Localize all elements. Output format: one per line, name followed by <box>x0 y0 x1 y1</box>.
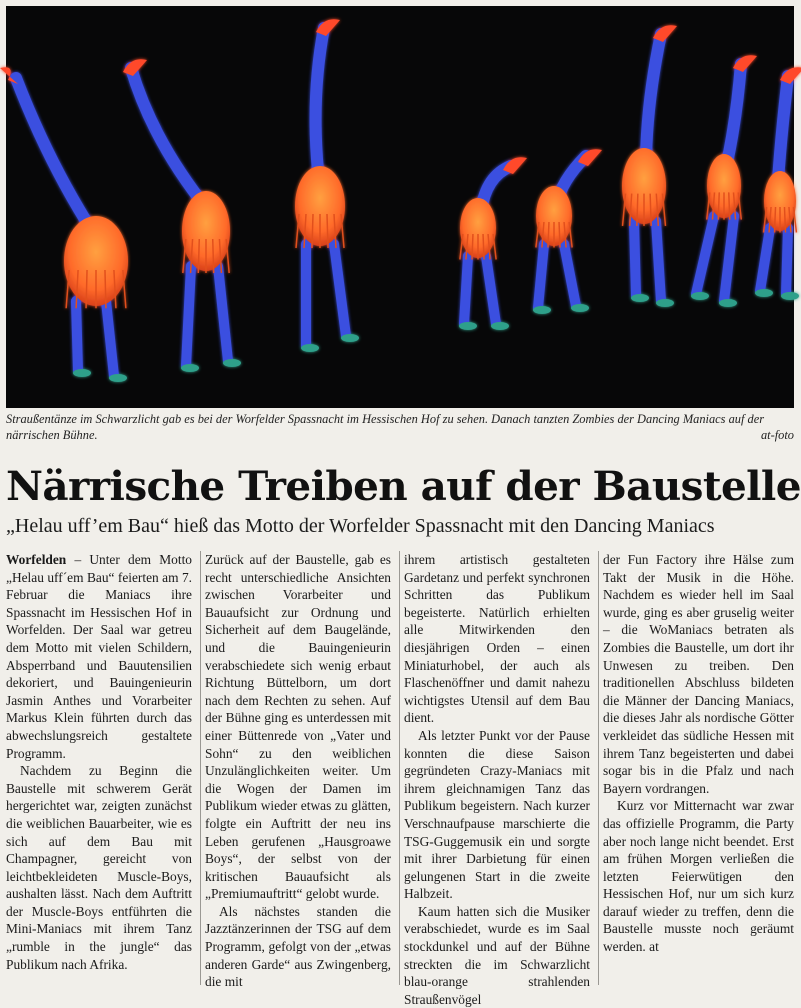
skirt-fringe <box>650 194 651 226</box>
skirt-fringe <box>198 239 199 273</box>
ostrich-foot <box>223 359 241 367</box>
paragraph-text: – Unter dem Motto „Helau uff´em Bau“ feierten am 7. Februar die Maniacs ihre Spassnacht im Hessischen Hof in Worfelden. Der Saal war getreu dem Motto mit vielen Schildern, Absperrband und Bauutensilien dekoriert, und Bauingenieurin Jasmin Anthes und Vorarbeiter Markus Klein führten durch das abwechslungsreich gestaltete Programm. <box>6 552 192 761</box>
photo-caption <box>6 412 794 443</box>
paragraph: Nachdem zu Beginn die Baustelle mit schwerem Gerät hergerichtet war, zeigten zunächst die weiblichen Bauarbeiter, wie es sich auf dem Bau mit Champagner, gereicht von leichtbekleideten Muscle-Boys, aushalten lässt. Nach dem Auftritt der Muscle-Boys entführten die Mini-Maniacs mit ihrem Tanz „rumble in the jungle“ das Publikum nach Afrika. <box>6 763 192 972</box>
skirt-fringe <box>105 270 106 308</box>
ostrich-foot <box>781 292 799 300</box>
ostrich-foot <box>755 289 773 297</box>
skirt-fringe <box>86 270 87 308</box>
article-headline: Närrische Treiben auf der Baustelle <box>6 462 801 510</box>
ostrich-foot <box>571 304 589 312</box>
skirt-fringe <box>637 194 638 226</box>
ostrich-leg <box>656 221 661 301</box>
skirt-fringe <box>729 192 730 219</box>
article-column-1 <box>6 551 192 973</box>
skirt-fringe <box>213 239 214 273</box>
skirt-fringe <box>559 222 560 248</box>
article-subhead: „Helau uff’em Bau“ hieß das Motto der Worfelder Spassnacht mit den Dancing Maniacs <box>6 515 715 537</box>
dateline: Worfelden <box>6 552 67 567</box>
ostrich-leg <box>538 244 544 308</box>
skirt-fringe <box>472 234 473 260</box>
paragraph: Zurück auf der Baustelle, gab es recht unterschiedliche Ansichten zwischen Vorarbeiter und Bauaufsicht zur Ordnung und Sicherheit auf dem Baugelände, und die Bauingenieurin verabschiedete sich wenig erbaut Richtung Büttelborn, um dort nach dem Rechten zu sehen. Auf der Bühne ging es unterdessen mit einer Büttenrede von „Vater und Sohn“ zu den weiblichen Unzulänglichkeiten weiter. Um die Wogen der Damen im Publikum wieder etwas zu glätten, folgte ein Auftritt der neu ins Leben gerufenen „Hausgroawe Boys“, der selbst von der kritischen Bauaufsicht als „Premiumauftritt“ gelobt wurde. <box>205 552 391 902</box>
photo-credit: at-foto <box>760 427 794 442</box>
skirt-fringe <box>548 222 549 248</box>
skirt-fringe <box>718 192 719 219</box>
ostrich-leg <box>786 228 788 294</box>
ostrich-leg <box>186 266 191 366</box>
paragraph: Als letzter Punkt vor der Pause konnten die diese Saison gegründeten Crazy-Maniacs mit ihrem gleichnamigen Tanz das Publikum begeistern. Nach kurzer Verschnaufpause marschierte die TSG-Guggemusik ein und sorgte mit ihrer Darbietung für einen gelungenen Start in die zweite Halbzeit. <box>404 727 590 902</box>
paragraph <box>6 551 192 762</box>
paragraph: der Fun Factory ihre Hälse zum Takt der Musik in die Höhe. Nachdem es wieder hell im Saal wurde, ging es aber gruselig weiter – die WoManiacs betraten als Zombies die Baustelle, um dort ihr Unwesen zu treiben. Den traditionellen Abschluss bildeten die Männer der Dancing Maniacs, die dieses Jahr als nordische Götter verkleidet das südliche Hessen mit ihrem Tanz begeisterten und dabei sogar bis in die Pfalz und nach Bayern vordrangen. <box>603 552 794 796</box>
caption-text: Straußentänze im Schwarzlicht gab es bei der Worfelder Spassnacht im Hessischen Hof zu sehen. Danach tanzten Zombies der Dancing Maniacs auf der närrischen Bühne. <box>6 412 765 442</box>
blacklight-ostrich-figures <box>6 6 794 408</box>
article-column-3 <box>404 551 590 1008</box>
ostrich-leg <box>634 221 636 296</box>
ostrich-leg <box>76 301 78 371</box>
paragraph: Kaum hatten sich die Musiker verabschiedet, wurde es im Saal stockdunkel und auf der Bühne streckten die im Schwarzlicht blau-orange strahlenden Straußenvögel <box>404 903 590 1007</box>
paragraph <box>603 797 794 955</box>
paragraph: ihrem artistisch gestalteten Gardetanz und perfekt synchronen Schritten das Publikum begeisterte. Natürlich erhielten alle Mitwirkenden den diesjährigen Orden – einen Miniaturhobel, der auch als Flaschenöffner und damit nahezu wichtigstes Utensil auf dem Bau dient. <box>404 552 590 726</box>
skirt-fringe <box>312 214 313 248</box>
ostrich-foot <box>491 322 509 330</box>
paragraph-text: Kurz vor Mitternacht war zwar das offizielle Programm, die Party aber noch lange nicht beendet. Erst am frühen Morgen verließen die letzten Feierwütigen den Hessischen Hof, nur um sich kurz darauf wieder zu treffen, denn die Baustelle musste noch geräumt werden. <box>603 798 794 955</box>
author-signoff: at <box>649 939 659 955</box>
skirt-fringe <box>784 207 785 233</box>
skirt-fringe <box>483 234 484 260</box>
ostrich-dance-photo <box>6 6 794 408</box>
ostrich-foot <box>691 292 709 300</box>
ostrich-foot <box>459 322 477 330</box>
article-column-2 <box>205 551 391 991</box>
paragraph: Als nächstes standen die Jazztänzerinnen der TSG auf dem Programm, gefolgt von der „etwas anderen Garde“ aus Zwingenberg, die mit <box>205 903 391 990</box>
ostrich-foot <box>656 299 674 307</box>
ostrich-foot <box>719 299 737 307</box>
ostrich-foot <box>109 374 127 382</box>
ostrich-leg <box>464 256 468 324</box>
skirt-fringe <box>327 214 328 248</box>
article-body <box>6 551 794 1007</box>
ostrich-foot <box>301 344 319 352</box>
ostrich-foot <box>341 334 359 342</box>
ostrich-foot <box>73 369 91 377</box>
ostrich-foot <box>631 294 649 302</box>
article-column-4 <box>603 551 794 956</box>
ostrich-foot <box>181 364 199 372</box>
skirt-fringe <box>775 207 776 233</box>
ostrich-foot <box>533 306 551 314</box>
